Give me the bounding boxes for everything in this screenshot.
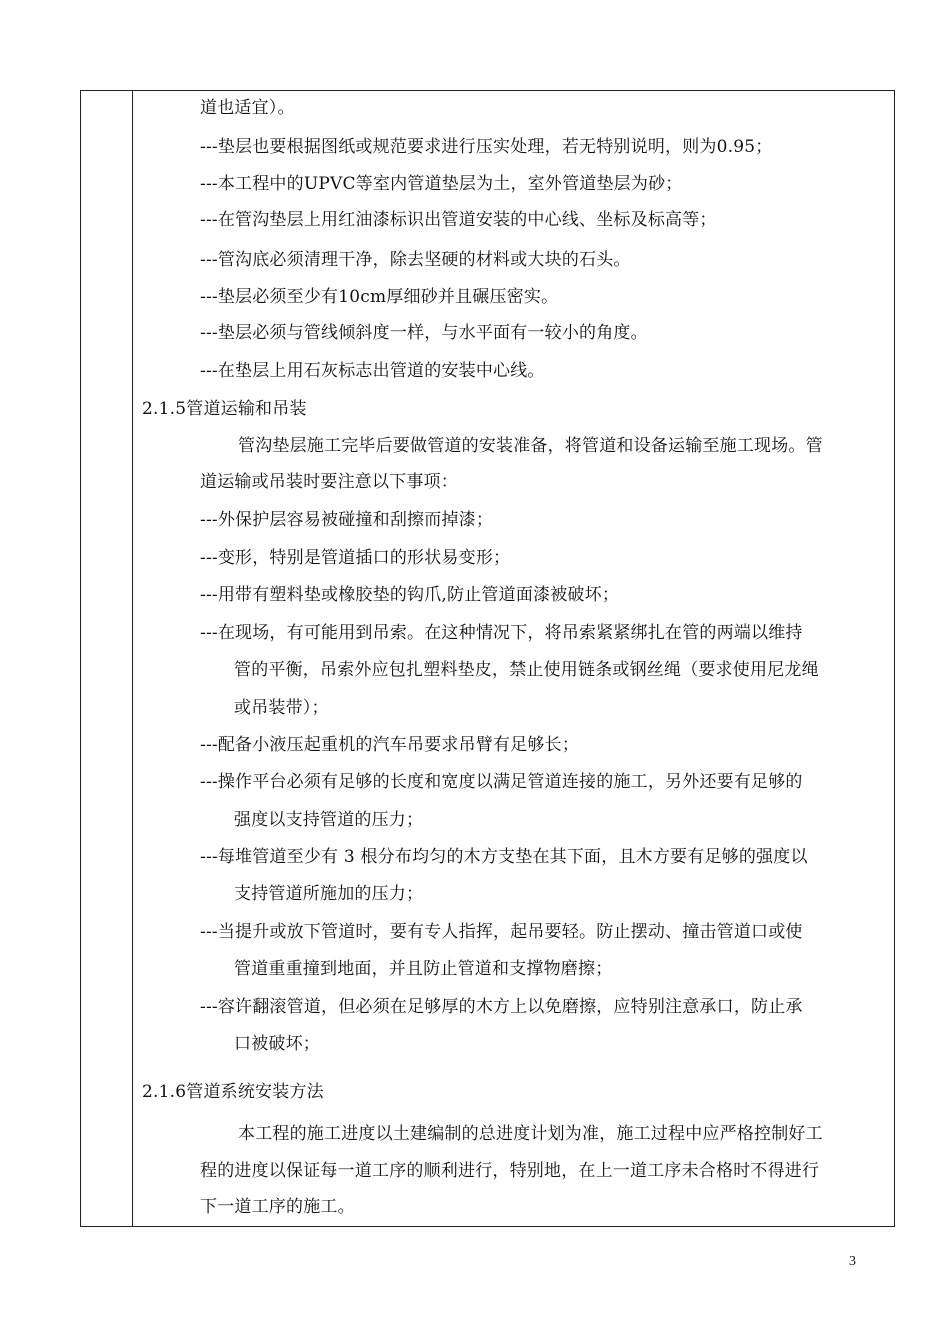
text-line: ---外保护层容易被碰撞和刮擦而掉漆；: [200, 510, 494, 530]
text-line: ---垫层必须至少有10cm厚细砂并且碾压密实。: [200, 287, 559, 307]
page-number: 3: [849, 1254, 856, 1269]
text-line: ---在现场，有可能用到吊索。在这种情况下，将吊索紧紧绑扎在管的两端以维持: [200, 623, 803, 643]
text-line: ---垫层必须与管线倾斜度一样，与水平面有一较小的角度。: [200, 323, 648, 343]
section-heading-2-1-6: 2.1.6管道系统安装方法: [142, 1082, 324, 1102]
text-line-continued: 支持管道所施加的压力；: [234, 884, 424, 904]
text-line: ---在管沟垫层上用红油漆标识出管道安装的中心线、坐标及标高等；: [200, 210, 717, 230]
paragraph-line: 程的进度以保证每一道工序的顺利进行，特别地，在上一道工序未合格时不得进行: [200, 1161, 820, 1181]
paragraph-line: 道运输或吊装时要注意以下事项：: [200, 472, 458, 492]
text-line: ---本工程中的UPVC等室内管道垫层为土，室外管道垫层为砂；: [200, 174, 683, 194]
text-line: ---管沟底必须清理干净，除去坚硬的材料或大块的石头。: [200, 250, 631, 270]
text-line-continued: 口被破坏；: [234, 1034, 320, 1054]
text-line: ---配备小液压起重机的汽车吊要求吊臂有足够长；: [200, 735, 580, 755]
text-line: 道也适宜）。: [200, 98, 295, 118]
paragraph-line: 管沟垫层施工完毕后要做管道的安装准备，将管道和设备运输至施工现场。管: [238, 436, 823, 456]
text-line-continued: 管道重重撞到地面，并且防止管道和支撑物磨擦；: [234, 959, 613, 979]
text-line: ---变形，特别是管道插口的形状易变形；: [200, 548, 511, 568]
text-line: ---用带有塑料垫或橡胶垫的钩爪,防止管道面漆被破坏；: [200, 585, 620, 605]
text-line: ---当提升或放下管道时，要有专人指挥，起吊要轻。防止摆动、撞击管道口或使: [200, 922, 803, 942]
text-line: ---每堆管道至少有 3 根分布均匀的木方支垫在其下面，且木方要有足够的强度以: [200, 847, 808, 867]
text-line-continued: 管的平衡，吊索外应包扎塑料垫皮，禁止使用链条或钢丝绳（要求使用尼龙绳: [234, 660, 819, 680]
text-line-continued: 或吊装带）；: [234, 698, 329, 718]
section-heading-2-1-5: 2.1.5管道运输和吊装: [142, 399, 307, 419]
text-line-continued: 强度以支持管道的压力；: [234, 810, 424, 830]
paragraph-line: 本工程的施工进度以土建编制的总进度计划为准，施工过程中应严格控制好工: [238, 1124, 823, 1144]
table-column-divider: [132, 90, 133, 1227]
text-line: ---垫层也要根据图纸或规范要求进行压实处理，若无特别说明，则为0.95；: [200, 137, 773, 157]
text-line: ---操作平台必须有足够的长度和宽度以满足管道连接的施工，另外还要有足够的: [200, 772, 803, 792]
text-line: ---容许翻滚管道，但必须在足够厚的木方上以免磨擦，应特别注意承口，防止承: [200, 997, 803, 1017]
paragraph-line: 下一道工序的施工。: [200, 1197, 355, 1217]
text-line: ---在垫层上用石灰标志出管道的安装中心线。: [200, 361, 545, 381]
